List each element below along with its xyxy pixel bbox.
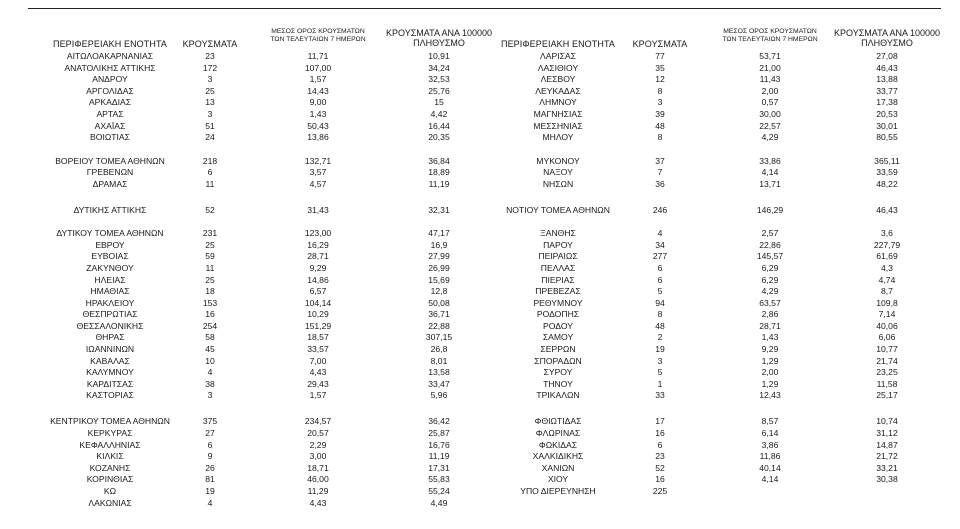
right-row-24-region-cell: ΣΥΡΟΥ [543, 367, 573, 377]
left-row-9-cases-cell: 6 [207, 167, 213, 177]
left-row-15-per100k-cell: 26,99 [428, 263, 450, 273]
right-row-7-per100k-cell: 80,55 [876, 132, 898, 142]
left-row-13-cases-cell: 25 [205, 240, 215, 250]
left-row-29-region-cell: ΚΕΦΑΛΛΗΝΙΑΣ [79, 440, 141, 450]
left-row-7-per100k-cell: 20,35 [428, 132, 450, 142]
right-row-11-avg-cell: 146,29 [756, 205, 784, 215]
left-row-1-avg-cell: 107,00 [304, 63, 332, 73]
left-row-9-per100k-cell: 18,89 [428, 167, 450, 177]
left-row-34-per100k-cell: 4,49 [430, 498, 448, 508]
left-row-13-avg-cell: 16,29 [307, 240, 329, 250]
right-row-24-cases-cell: 5 [657, 367, 663, 377]
right-row-31-region-cell: ΧΑΝΙΩΝ [541, 463, 575, 473]
left-row-0-region-cell: ΑΙΤΩΛΟΑΚΑΡΝΑΝΙΑΣ [66, 51, 154, 61]
left-row-33-region-cell: ΚΩ [103, 486, 117, 496]
left-header-cases: ΚΡΟΥΣΜΑΤΑ [182, 39, 238, 49]
left-row-12-per100k-cell: 47,17 [428, 228, 450, 238]
left-row-25-avg-cell: 29,43 [307, 379, 329, 389]
right-row-11-region-cell: ΝΟΤΙΟΥ ΤΟΜΕΑ ΑΘΗΝΩΝ [506, 205, 610, 215]
right-row-23-region-cell: ΣΠΟΡΑΔΩΝ [534, 356, 582, 366]
right-row-10-cases-cell: 36 [655, 179, 665, 189]
right-header-per100k-line2: ΠΛΗΘΥΣΜΟ [861, 38, 913, 48]
right-row-10-per100k-cell: 48,22 [876, 179, 898, 189]
left-row-4-region-cell: ΑΡΚΑΔΙΑΣ [88, 97, 132, 107]
right-row-2-avg-cell: 11,43 [759, 74, 781, 84]
left-row-4-per100k-cell: 15 [434, 97, 444, 107]
left-row-22-region-cell: ΙΩΑΝΝΙΝΩΝ [85, 344, 135, 354]
right-row-28-cases-cell: 16 [655, 428, 665, 438]
right-row-6-per100k-cell: 30,01 [876, 121, 898, 131]
left-row-2-region-cell: ΑΝΔΡΟΥ [92, 74, 128, 84]
right-row-8-cases-cell: 37 [655, 156, 665, 166]
right-row-9-avg-cell: 4,14 [761, 167, 779, 177]
left-row-6-cases-cell: 51 [205, 121, 215, 131]
right-row-30-region-cell: ΧΑΛΚΙΔΙΚΗΣ [532, 451, 584, 461]
left-header-avg-line2: ΤΩΝ ΤΕΛΕΥΤΑΙΩΝ 7 ΗΜΕΡΩΝ [270, 36, 366, 43]
right-row-19-avg-cell: 2,86 [761, 309, 779, 319]
right-row-20-per100k-cell: 40,06 [876, 321, 898, 331]
left-row-10-per100k-cell: 11,19 [428, 179, 450, 189]
left-row-28-region-cell: ΚΕΡΚΥΡΑΣ [87, 428, 133, 438]
right-row-9-per100k-cell: 33,59 [876, 167, 898, 177]
right-row-26-avg-cell: 12,43 [759, 390, 781, 400]
left-row-8-cases-cell: 218 [202, 156, 218, 166]
left-row-16-per100k-cell: 15,69 [428, 275, 450, 285]
left-row-27-region-cell: ΚΕΝΤΡΙΚΟΥ ΤΟΜΕΑ ΑΘΗΝΩΝ [50, 416, 170, 426]
right-row-27-cases-cell: 17 [655, 416, 665, 426]
right-row-32-avg-cell: 4,14 [761, 474, 779, 484]
right-row-16-region-cell: ΠΙΕΡΙΑΣ [541, 275, 575, 285]
left-row-8-region-cell: ΒΟΡΕΙΟΥ ΤΟΜΕΑ ΑΘΗΝΩΝ [55, 156, 165, 166]
right-row-24-avg-cell: 2,00 [761, 367, 779, 377]
left-row-6-region-cell: ΑΧΑΪΑΣ [94, 121, 126, 131]
right-row-33-region-cell: ΥΠΟ ΔΙΕΡΕΥΝΗΣΗ [520, 486, 596, 496]
left-row-23-per100k-cell: 8,01 [430, 356, 448, 366]
left-row-6-per100k-cell: 16,44 [428, 121, 450, 131]
right-row-12-cases-cell: 4 [657, 228, 663, 238]
right-row-16-cases-cell: 6 [657, 275, 663, 285]
left-row-1-cases-cell: 172 [202, 63, 218, 73]
right-header-avg-line1: ΜΕΣΟΣ ΟΡΟΣ ΚΡΟΥΣΜΑΤΩΝ [723, 28, 817, 35]
left-row-3-per100k-cell: 25,76 [428, 86, 450, 96]
right-row-11-per100k-cell: 46,43 [876, 205, 898, 215]
left-row-9-avg-cell: 3,57 [309, 167, 327, 177]
left-row-21-cases-cell: 58 [205, 332, 215, 342]
right-row-0-cases-cell: 77 [655, 51, 665, 61]
left-row-15-cases-cell: 11 [205, 263, 215, 273]
left-row-18-region-cell: ΗΡΑΚΛΕΙΟΥ [85, 298, 135, 308]
right-row-13-region-cell: ΠΑΡΟΥ [543, 240, 573, 250]
right-row-4-cases-cell: 3 [657, 97, 663, 107]
left-header-avg-line1: ΜΕΣΟΣ ΟΡΟΣ ΚΡΟΥΣΜΑΤΩΝ [271, 28, 365, 35]
right-row-29-region-cell: ΦΩΚΙΔΑΣ [538, 440, 578, 450]
left-row-10-avg-cell: 4,57 [309, 179, 327, 189]
left-row-22-per100k-cell: 26,8 [430, 344, 448, 354]
left-row-20-region-cell: ΘΕΣΣΑΛΟΝΙΚΗΣ [76, 321, 144, 331]
left-row-19-region-cell: ΘΕΣΠΡΩΤΙΑΣ [82, 309, 138, 319]
right-row-8-region-cell: ΜΥΚΟΝΟΥ [536, 156, 580, 166]
left-row-2-cases-cell: 3 [207, 74, 213, 84]
right-row-29-per100k-cell: 14,87 [876, 440, 898, 450]
right-row-4-per100k-cell: 17,38 [876, 97, 898, 107]
left-row-8-per100k-cell: 36,84 [428, 156, 450, 166]
left-row-11-per100k-cell: 32,31 [428, 205, 450, 215]
right-row-15-cases-cell: 6 [657, 263, 663, 273]
left-row-28-avg-cell: 20,57 [307, 428, 329, 438]
left-row-27-avg-cell: 234,57 [304, 416, 332, 426]
right-row-1-per100k-cell: 46,43 [876, 63, 898, 73]
right-row-12-avg-cell: 2,57 [761, 228, 779, 238]
left-row-11-region-cell: ΔΥΤΙΚΗΣ ΑΤΤΙΚΗΣ [73, 205, 147, 215]
left-row-32-cases-cell: 81 [205, 474, 215, 484]
right-row-12-per100k-cell: 3,6 [881, 228, 893, 238]
left-row-7-avg-cell: 13,86 [307, 132, 329, 142]
left-row-26-cases-cell: 3 [207, 390, 213, 400]
left-row-13-per100k-cell: 16,9 [430, 240, 448, 250]
left-row-28-per100k-cell: 25,87 [428, 428, 450, 438]
left-header-region: ΠΕΡΙΦΕΡΕΙΑΚΗ ΕΝΟΤΗΤΑ [52, 39, 168, 49]
right-row-26-per100k-cell: 25,17 [876, 390, 898, 400]
right-row-22-region-cell: ΣΕΡΡΩΝ [540, 344, 576, 354]
right-row-9-cases-cell: 7 [657, 167, 663, 177]
left-row-16-cases-cell: 25 [205, 275, 215, 285]
right-row-1-cases-cell: 35 [655, 63, 665, 73]
right-row-3-avg-cell: 2,00 [761, 86, 779, 96]
right-row-11-cases-cell: 246 [652, 205, 668, 215]
right-row-21-cases-cell: 2 [657, 332, 663, 342]
left-row-7-region-cell: ΒΟΙΩΤΙΑΣ [90, 132, 130, 142]
left-row-23-region-cell: ΚΑΒΑΛΑΣ [90, 356, 130, 366]
left-header-per100k-line1: ΚΡΟΥΣΜΑΤΑ ΑΝΑ 100000 [386, 28, 492, 38]
left-row-30-per100k-cell: 11,19 [428, 451, 450, 461]
left-row-20-per100k-cell: 22,88 [428, 321, 450, 331]
right-row-3-per100k-cell: 33,77 [876, 86, 898, 96]
right-row-21-region-cell: ΣΑΜΟΥ [542, 332, 574, 342]
left-row-18-per100k-cell: 50,08 [428, 298, 450, 308]
right-row-25-avg-cell: 1,29 [761, 379, 779, 389]
left-row-25-region-cell: ΚΑΡΔΙΤΣΑΣ [86, 379, 134, 389]
right-row-18-per100k-cell: 109,8 [876, 298, 898, 308]
right-row-31-cases-cell: 52 [655, 463, 665, 473]
left-row-10-region-cell: ΔΡΑΜΑΣ [92, 179, 128, 189]
left-row-18-cases-cell: 153 [202, 298, 218, 308]
left-row-10-cases-cell: 11 [205, 179, 215, 189]
right-row-26-cases-cell: 33 [655, 390, 665, 400]
right-row-4-avg-cell: 0,57 [761, 97, 779, 107]
left-row-7-cases-cell: 24 [205, 132, 215, 142]
left-row-30-cases-cell: 9 [207, 451, 213, 461]
right-row-28-per100k-cell: 31,12 [876, 428, 898, 438]
left-row-11-cases-cell: 52 [205, 205, 215, 215]
left-row-16-avg-cell: 14,86 [307, 275, 329, 285]
right-row-25-region-cell: ΤΗΝΟΥ [543, 379, 573, 389]
right-row-31-avg-cell: 40,14 [759, 463, 781, 473]
left-row-2-avg-cell: 1,57 [309, 74, 327, 84]
left-row-19-cases-cell: 16 [205, 309, 215, 319]
left-row-21-avg-cell: 18,57 [307, 332, 329, 342]
right-row-7-avg-cell: 4,29 [761, 132, 779, 142]
left-row-2-per100k-cell: 32,53 [428, 74, 450, 84]
right-row-17-region-cell: ΠΡΕΒΕΖΑΣ [535, 286, 581, 296]
right-row-2-region-cell: ΛΕΣΒΟΥ [540, 74, 576, 84]
left-row-25-cases-cell: 38 [205, 379, 215, 389]
right-row-15-region-cell: ΠΕΛΛΑΣ [540, 263, 576, 273]
right-row-17-cases-cell: 5 [657, 286, 663, 296]
right-row-8-avg-cell: 33,86 [759, 156, 781, 166]
right-row-31-per100k-cell: 33,21 [876, 463, 898, 473]
right-header-avg-line2: ΤΩΝ ΤΕΛΕΥΤΑΙΩΝ 7 ΗΜΕΡΩΝ [722, 36, 818, 43]
right-row-29-avg-cell: 3,86 [761, 440, 779, 450]
left-row-23-cases-cell: 10 [205, 356, 215, 366]
right-row-0-region-cell: ΛΑΡΙΣΑΣ [540, 51, 576, 61]
left-row-25-per100k-cell: 33,47 [428, 379, 450, 389]
right-row-18-region-cell: ΡΕΘΥΜΝΟΥ [533, 298, 583, 308]
right-row-26-region-cell: ΤΡΙΚΑΛΩΝ [536, 390, 580, 400]
right-row-3-cases-cell: 8 [657, 86, 663, 96]
right-row-19-cases-cell: 8 [657, 309, 663, 319]
left-row-22-avg-cell: 33,57 [307, 344, 329, 354]
left-row-22-cases-cell: 45 [205, 344, 215, 354]
right-row-16-per100k-cell: 4,74 [878, 275, 896, 285]
left-row-3-cases-cell: 25 [205, 86, 215, 96]
left-row-0-cases-cell: 23 [205, 51, 215, 61]
left-row-29-cases-cell: 6 [207, 440, 213, 450]
left-row-24-per100k-cell: 13,58 [428, 367, 450, 377]
left-row-12-cases-cell: 231 [202, 228, 218, 238]
right-row-22-cases-cell: 19 [655, 344, 665, 354]
right-row-6-region-cell: ΜΕΣΣΗΝΙΑΣ [533, 121, 583, 131]
right-row-20-avg-cell: 28,71 [759, 321, 781, 331]
right-row-22-per100k-cell: 10,77 [876, 344, 898, 354]
right-row-27-avg-cell: 8,57 [761, 416, 779, 426]
right-row-15-avg-cell: 6,29 [761, 263, 779, 273]
right-row-0-per100k-cell: 27,08 [876, 51, 898, 61]
right-row-1-region-cell: ΛΑΣΙΘΙΟΥ [537, 63, 579, 73]
left-row-17-region-cell: ΗΜΑΘΙΑΣ [90, 286, 130, 296]
right-row-33-cases-cell: 225 [652, 486, 668, 496]
left-row-5-region-cell: ΑΡΤΑΣ [96, 109, 124, 119]
left-row-32-avg-cell: 46,00 [307, 474, 329, 484]
left-row-21-per100k-cell: 307,15 [425, 332, 453, 342]
right-row-5-cases-cell: 39 [655, 109, 665, 119]
right-row-5-per100k-cell: 20,53 [876, 109, 898, 119]
right-row-14-region-cell: ΠΕΙΡΑΙΩΣ [538, 251, 578, 261]
left-row-14-cases-cell: 59 [205, 251, 215, 261]
left-row-21-region-cell: ΘΗΡΑΣ [95, 332, 125, 342]
right-row-21-avg-cell: 1,43 [761, 332, 779, 342]
left-row-34-region-cell: ΛΑΚΩΝΙΑΣ [88, 498, 132, 508]
left-row-5-cases-cell: 3 [207, 109, 213, 119]
right-row-17-avg-cell: 4,29 [761, 286, 779, 296]
right-row-32-per100k-cell: 30,38 [876, 474, 898, 484]
left-row-24-cases-cell: 4 [207, 367, 213, 377]
right-row-5-avg-cell: 30,00 [759, 109, 781, 119]
left-row-1-per100k-cell: 34,24 [428, 63, 450, 73]
left-row-15-region-cell: ΖΑΚΥΝΘΟΥ [86, 263, 134, 273]
left-row-0-avg-cell: 11,71 [307, 51, 329, 61]
left-row-0-per100k-cell: 10,91 [428, 51, 450, 61]
right-row-21-per100k-cell: 6,06 [878, 332, 896, 342]
left-row-13-region-cell: ΕΒΡΟΥ [95, 240, 125, 250]
left-row-4-cases-cell: 13 [205, 97, 215, 107]
right-row-14-cases-cell: 277 [652, 251, 668, 261]
left-row-27-cases-cell: 375 [202, 416, 218, 426]
right-row-20-cases-cell: 48 [655, 321, 665, 331]
left-row-26-per100k-cell: 5,96 [430, 390, 448, 400]
left-row-29-per100k-cell: 16,76 [428, 440, 450, 450]
left-row-33-avg-cell: 11,29 [307, 486, 329, 496]
left-row-1-region-cell: ΑΝΑΤΟΛΙΚΗΣ ΑΤΤΙΚΗΣ [64, 63, 156, 73]
right-row-9-region-cell: ΝΑΞΟΥ [543, 167, 573, 177]
right-row-10-region-cell: ΝΗΣΩΝ [542, 179, 574, 189]
right-row-23-cases-cell: 3 [657, 356, 663, 366]
left-row-14-per100k-cell: 27,99 [428, 251, 450, 261]
left-row-31-avg-cell: 18,71 [307, 463, 329, 473]
left-row-5-avg-cell: 1,43 [309, 109, 327, 119]
left-row-30-avg-cell: 3,00 [309, 451, 327, 461]
right-header-region: ΠΕΡΙΦΕΡΕΙΑΚΗ ΕΝΟΤΗΤΑ [500, 39, 616, 49]
left-row-15-avg-cell: 9,29 [309, 263, 327, 273]
right-row-30-cases-cell: 23 [655, 451, 665, 461]
left-row-29-avg-cell: 2,29 [309, 440, 327, 450]
right-row-23-avg-cell: 1,29 [761, 356, 779, 366]
left-row-12-region-cell: ΔΥΤΙΚΟΥ ΤΟΜΕΑ ΑΘΗΝΩΝ [56, 228, 164, 238]
right-row-28-avg-cell: 6,14 [761, 428, 779, 438]
right-row-18-avg-cell: 63,57 [759, 298, 781, 308]
right-row-17-per100k-cell: 8,7 [881, 286, 893, 296]
right-row-6-cases-cell: 48 [655, 121, 665, 131]
right-row-25-cases-cell: 1 [657, 379, 663, 389]
left-row-11-avg-cell: 31,43 [307, 205, 329, 215]
left-row-9-region-cell: ΓΡΕΒΕΝΩΝ [86, 167, 134, 177]
right-row-22-avg-cell: 9,29 [761, 344, 779, 354]
left-row-18-avg-cell: 104,14 [304, 298, 332, 308]
right-row-28-region-cell: ΦΛΩΡΙΝΑΣ [535, 428, 581, 438]
right-row-13-avg-cell: 22,86 [759, 240, 781, 250]
right-row-19-per100k-cell: 7,14 [878, 309, 896, 319]
left-row-28-cases-cell: 27 [205, 428, 215, 438]
right-row-13-cases-cell: 34 [655, 240, 665, 250]
right-row-30-per100k-cell: 21,72 [876, 451, 898, 461]
left-row-33-cases-cell: 19 [205, 486, 215, 496]
left-row-8-avg-cell: 132,71 [304, 156, 332, 166]
right-row-12-region-cell: ΞΑΝΘΗΣ [540, 228, 576, 238]
left-row-14-region-cell: ΕΥΒΟΙΑΣ [91, 251, 129, 261]
right-row-23-per100k-cell: 21,74 [876, 356, 898, 366]
left-row-31-region-cell: ΚΟΖΑΝΗΣ [89, 463, 131, 473]
right-row-15-per100k-cell: 4,3 [881, 263, 893, 273]
right-row-32-region-cell: ΧΙΟΥ [547, 474, 569, 484]
left-header-per100k-line2: ΠΛΗΘΥΣΜΟ [413, 38, 465, 48]
right-row-4-region-cell: ΛΗΜΝΟΥ [539, 97, 577, 107]
right-row-25-per100k-cell: 11,58 [876, 379, 898, 389]
left-row-5-per100k-cell: 4,42 [430, 109, 448, 119]
left-row-24-region-cell: ΚΑΛΥΜΝΟΥ [86, 367, 134, 377]
right-row-30-avg-cell: 11,86 [759, 451, 781, 461]
right-row-19-region-cell: ΡΟΔΟΠΗΣ [536, 309, 580, 319]
left-row-31-per100k-cell: 17,31 [428, 463, 450, 473]
right-row-5-region-cell: ΜΑΓΝΗΣΙΑΣ [533, 109, 583, 119]
left-row-4-avg-cell: 9,00 [309, 97, 327, 107]
right-row-7-region-cell: ΜΗΛΟΥ [542, 132, 574, 142]
left-row-3-region-cell: ΑΡΓΟΛΙΔΑΣ [86, 86, 134, 96]
left-row-17-avg-cell: 6,57 [309, 286, 327, 296]
left-row-17-per100k-cell: 12,8 [430, 286, 448, 296]
left-row-30-region-cell: ΚΙΛΚΙΣ [96, 451, 124, 461]
right-row-2-cases-cell: 12 [655, 74, 665, 84]
left-row-33-per100k-cell: 55,24 [428, 486, 450, 496]
right-row-13-per100k-cell: 227,79 [873, 240, 901, 250]
left-row-17-cases-cell: 18 [205, 286, 215, 296]
right-row-10-avg-cell: 13,71 [759, 179, 781, 189]
right-row-14-avg-cell: 145,57 [756, 251, 784, 261]
left-row-20-cases-cell: 254 [202, 321, 218, 331]
right-row-16-avg-cell: 6,29 [761, 275, 779, 285]
right-header-cases: ΚΡΟΥΣΜΑΤΑ [632, 39, 688, 49]
left-row-20-avg-cell: 151,29 [304, 321, 332, 331]
left-row-6-avg-cell: 50,43 [307, 121, 329, 131]
right-row-2-per100k-cell: 13,88 [876, 74, 898, 84]
right-row-8-per100k-cell: 365,11 [874, 156, 900, 166]
left-row-34-cases-cell: 4 [207, 498, 213, 508]
right-row-27-per100k-cell: 10,74 [876, 416, 898, 426]
left-row-16-region-cell: ΗΛΕΙΑΣ [94, 275, 126, 285]
right-row-1-avg-cell: 21,00 [759, 63, 781, 73]
left-row-14-avg-cell: 28,71 [307, 251, 329, 261]
right-row-27-region-cell: ΦΘΙΩΤΙΔΑΣ [534, 416, 582, 426]
right-row-3-region-cell: ΛΕΥΚΑΔΑΣ [535, 86, 581, 96]
left-row-24-avg-cell: 4,43 [309, 367, 327, 377]
right-row-20-region-cell: ΡΟΔΟΥ [543, 321, 573, 331]
left-row-26-avg-cell: 1,57 [309, 390, 327, 400]
left-row-34-avg-cell: 4,43 [309, 498, 327, 508]
left-row-23-avg-cell: 7,00 [309, 356, 327, 366]
left-row-31-cases-cell: 26 [205, 463, 215, 473]
right-row-18-cases-cell: 94 [655, 298, 665, 308]
right-row-0-avg-cell: 53,71 [759, 51, 781, 61]
right-row-14-per100k-cell: 61,69 [876, 251, 898, 261]
right-row-29-cases-cell: 6 [657, 440, 663, 450]
left-row-32-region-cell: ΚΟΡΙΝΘΙΑΣ [86, 474, 134, 484]
left-row-19-avg-cell: 10,29 [307, 309, 329, 319]
right-header-per100k-line1: ΚΡΟΥΣΜΑΤΑ ΑΝΑ 100000 [834, 28, 940, 38]
left-row-12-avg-cell: 123,00 [304, 228, 332, 238]
right-row-7-cases-cell: 8 [657, 132, 663, 142]
right-row-24-per100k-cell: 23,25 [876, 367, 898, 377]
left-row-19-per100k-cell: 36,71 [428, 309, 450, 319]
left-row-3-avg-cell: 14,43 [307, 86, 329, 96]
right-row-6-avg-cell: 22,57 [759, 121, 781, 131]
left-row-32-per100k-cell: 55,83 [428, 474, 450, 484]
left-row-26-region-cell: ΚΑΣΤΟΡΙΑΣ [86, 390, 134, 400]
right-row-32-cases-cell: 16 [655, 474, 665, 484]
left-row-27-per100k-cell: 36,42 [428, 416, 450, 426]
